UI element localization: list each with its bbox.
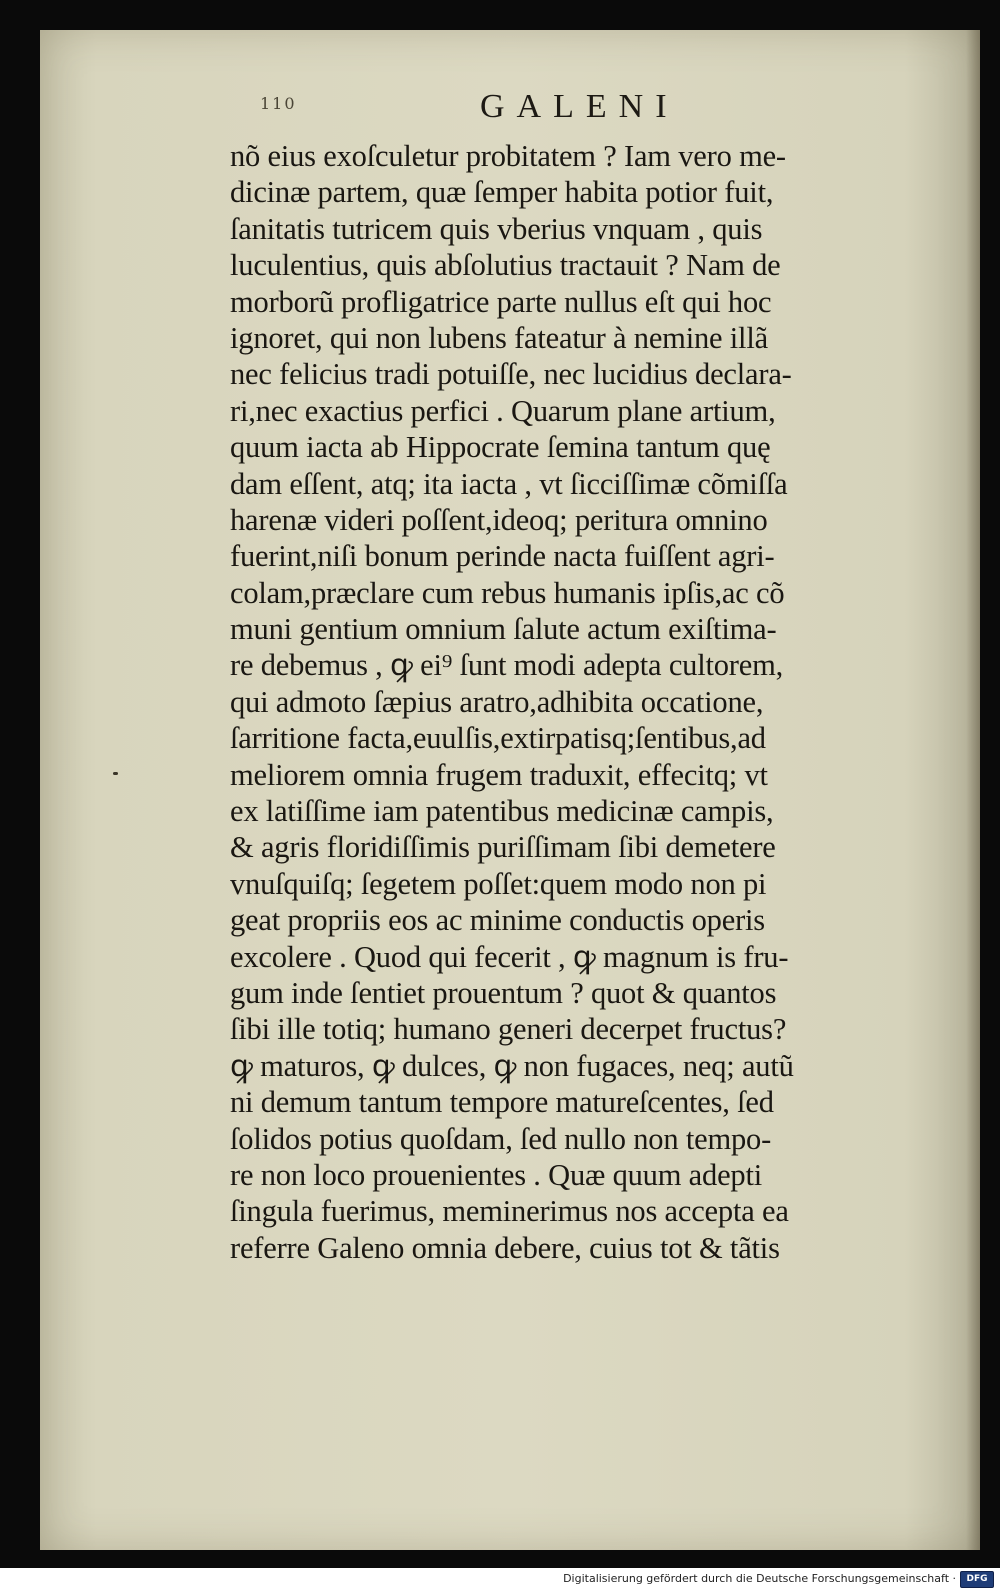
text-line: re non loco prouenientes . Quæ quum adepti xyxy=(230,1157,763,1192)
text-line: meliorem omnia frugem traduxit, effecitq; vt xyxy=(230,757,768,792)
text-line: geat propriis eos ac minime conductis operis xyxy=(230,903,765,938)
text-line: ſibi ille totiq; humano generi decerpet fructus? xyxy=(230,1012,787,1047)
text-line: ni demum tantum tempore matureſcentes, ſed xyxy=(230,1085,774,1120)
margin-mark xyxy=(113,772,118,775)
page-number: 110 xyxy=(260,94,297,113)
text-line: dicinæ partem, quæ ſemper habita potior fuit, xyxy=(230,175,774,210)
text-line: ꝙ maturos, ꝙ dulces, ꝙ non fugaces, neq; autũ xyxy=(230,1048,794,1083)
dfg-logo-icon xyxy=(960,1571,994,1588)
funding-credit: Digitalisierung gefördert durch die Deutsche Forschungsgemeinschaft · xyxy=(563,1572,956,1585)
text-line: ſanitatis tutricem quis vberius vnquam , quis xyxy=(230,211,763,246)
text-line: nõ eius exoſculetur probitatem ? Iam vero me- xyxy=(230,139,786,173)
body-text xyxy=(230,138,910,1266)
text-line: quum iacta ab Hippocrate ſemina tantum quę xyxy=(230,430,771,465)
text-line: re debemus , ꝙ ei⁹ ſunt modi adepta cultorem, xyxy=(230,648,784,683)
digitization-footer xyxy=(0,1568,1000,1590)
text-line: morborũ profligatrice parte nullus eſt qui hoc xyxy=(230,284,772,319)
text-line: qui admoto ſæpius aratro,adhibita occatione, xyxy=(230,684,764,719)
book-page xyxy=(40,30,980,1550)
text-line: gum inde ſentiet prouentum ? quot & quantos xyxy=(230,975,777,1010)
running-head xyxy=(260,88,760,128)
text-line: luculentius, quis abſolutius tractauit ? Nam de xyxy=(230,248,781,283)
page-edge-shadow xyxy=(966,30,980,1550)
text-line: dam eſſent, atq; ita iacta , vt ſicciſſimæ cõmiſſa xyxy=(230,466,788,501)
text-line: referre Galeno omnia debere, cuius tot & tãtis xyxy=(230,1230,780,1265)
text-line: & agris floridiſſimis puriſſimam ſibi demetere xyxy=(230,830,776,865)
text-line: ri,nec exactius perfici . Quarum plane artium, xyxy=(230,393,776,428)
text-line: nec felicius tradi potuiſſe, nec lucidius declara- xyxy=(230,357,792,392)
text-line: colam,præclare cum rebus humanis ipſis,ac cõ xyxy=(230,575,785,610)
text-line: ſolidos potius quoſdam, ſed nullo non tempo- xyxy=(230,1121,772,1156)
text-line: ſarritione facta,euulſis,extirpatisq;ſentibus,ad xyxy=(230,721,766,756)
text-line: ex latiſſime iam patentibus medicinæ campis, xyxy=(230,794,774,829)
text-line: ignoret, qui non lubens fateatur à nemine illã xyxy=(230,320,768,355)
text-line: muni gentium omnium ſalute actum exiſtima- xyxy=(230,612,777,647)
dfg-logo-text: DFG xyxy=(966,1574,988,1584)
text-line: ſingula fuerimus, meminerimus nos accepta ea xyxy=(230,1194,789,1229)
text-line: excolere . Quod qui fecerit , ꝙ magnum is fru- xyxy=(230,939,789,974)
text-line: vnuſquiſq; ſegetem poſſet:quem modo non pi xyxy=(230,866,767,901)
running-title: GALENI xyxy=(480,88,679,125)
text-line: fuerint,niſi bonum perinde nacta fuiſſent agri- xyxy=(230,539,775,574)
text-line: harenæ videri poſſent,ideoq; peritura omnino xyxy=(230,502,768,537)
